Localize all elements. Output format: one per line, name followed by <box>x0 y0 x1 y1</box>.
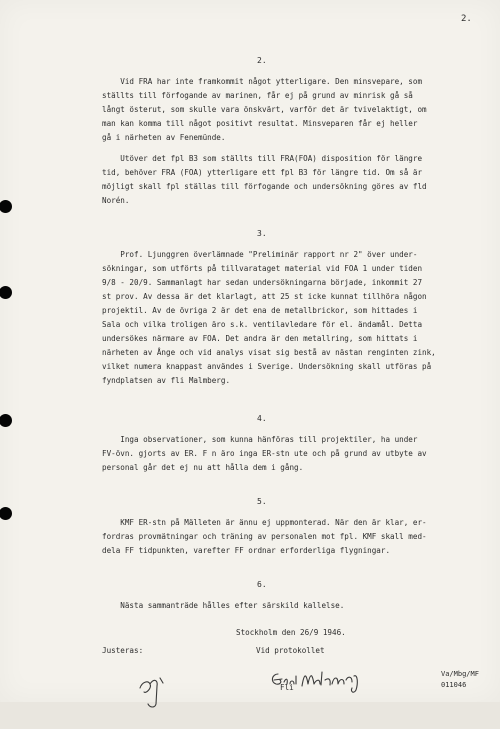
punch-hole-1 <box>0 200 12 213</box>
text-line: Inga observationer, som kunna hänföras till projektiler, ha under <box>102 435 418 444</box>
handwritten-signature <box>250 654 350 682</box>
text-line: ställts till förfogande av marinen, får ej på grund av minrisk gå så <box>102 91 413 100</box>
page-number: 2. <box>461 14 472 24</box>
text-line: sökningar, som utförts på tillvarataget material vid FOA 1 under tiden <box>102 264 423 273</box>
document-number: 011046 <box>441 681 467 689</box>
text-line: gå i närheten av Fenemünde. <box>102 133 226 142</box>
protokoll-label: Vid protokollet <box>256 646 325 655</box>
text-line: undersökes närmare av FOA. Det andra är den metallring, som hittats i <box>102 334 418 343</box>
text-line: KMF ER-stn på Mälleten är ännu ej uppmonterad. När den är klar, er- <box>102 518 427 527</box>
text-line: fordras provmätningar och träning av personalen mot fpl. KMF skall med- <box>102 532 427 541</box>
text-line: närheten av Ånge och vid analys visat sig bestå av nästan renginten zink, <box>102 348 436 357</box>
text-line: Prof. Ljunggren överlämnade "Preliminär rapport nr 2" över under- <box>102 250 418 259</box>
punch-hole-3 <box>0 414 12 427</box>
text-line: långt österut, som skulle vara önskvärt, varför det är tvivelaktigt, om <box>102 105 427 114</box>
text-line: Utöver det fpl B3 som ställts till FRA(FOA) disposition för längre <box>102 154 423 163</box>
section-heading: 6. <box>257 580 267 589</box>
text-line: st prov. Av dessa är det klarlagt, att 25 st icke kunnat tillhöra någon <box>102 292 427 301</box>
text-line: FV-övn. gjorts av ER. F n äro inga ER-stn ute och på grund av utbyte av <box>102 449 427 458</box>
text-line: 9/8 - 20/9. Sammanlagt har sedan undersökningarna började, inkommit 27 <box>102 278 423 287</box>
signer-title: Fli <box>280 683 294 692</box>
place-date: Stockholm den 26/9 1946. <box>236 628 346 637</box>
text-line: Nästa sammanträde hålles efter särskild kallelse. <box>102 601 345 610</box>
text-line: möjligt skall fpl ställas till förfogande och undersökning göres av fld <box>102 182 427 191</box>
reference-code: Va/Mbg/MF <box>441 670 479 678</box>
initials-signature <box>118 660 158 696</box>
text-line: Sala och vilka troligen äro s.k. ventilavledare för el. ändamål. Detta <box>102 320 423 329</box>
text-line: man kan komma till något positivt resultat. Minsveparen får ej heller <box>102 119 418 128</box>
text-line: vilket numera knappast användes i Sverige. Undersökning skall utföras på <box>102 362 432 371</box>
punch-hole-2 <box>0 286 12 299</box>
text-line: Vid FRA har inte framkommit något ytterligare. Den minsvepare, som <box>102 77 423 86</box>
section-heading: 3. <box>257 229 267 238</box>
punch-hole-4 <box>0 507 12 520</box>
text-line: dela FF tidpunkten, varefter FF ordnar erforderliga flygningar. <box>102 546 391 555</box>
section-heading: 5. <box>257 497 267 506</box>
text-line: projektil. Av de övriga 2 är det ena de metallbrickor, som hittades i <box>102 306 418 315</box>
section-heading: 2. <box>257 56 267 65</box>
text-line: tid, behöver FRA (FOA) ytterligare ett fpl B3 för längre tid. Om så är <box>102 168 423 177</box>
text-line: fyndplatsen av fli Malmberg. <box>102 376 231 385</box>
text-line: Norén. <box>102 196 130 205</box>
justeras-label: Justeras: <box>102 646 144 655</box>
text-line: personal går det ej nu att hålla dem i gång. <box>102 463 304 472</box>
section-heading: 4. <box>257 414 267 423</box>
